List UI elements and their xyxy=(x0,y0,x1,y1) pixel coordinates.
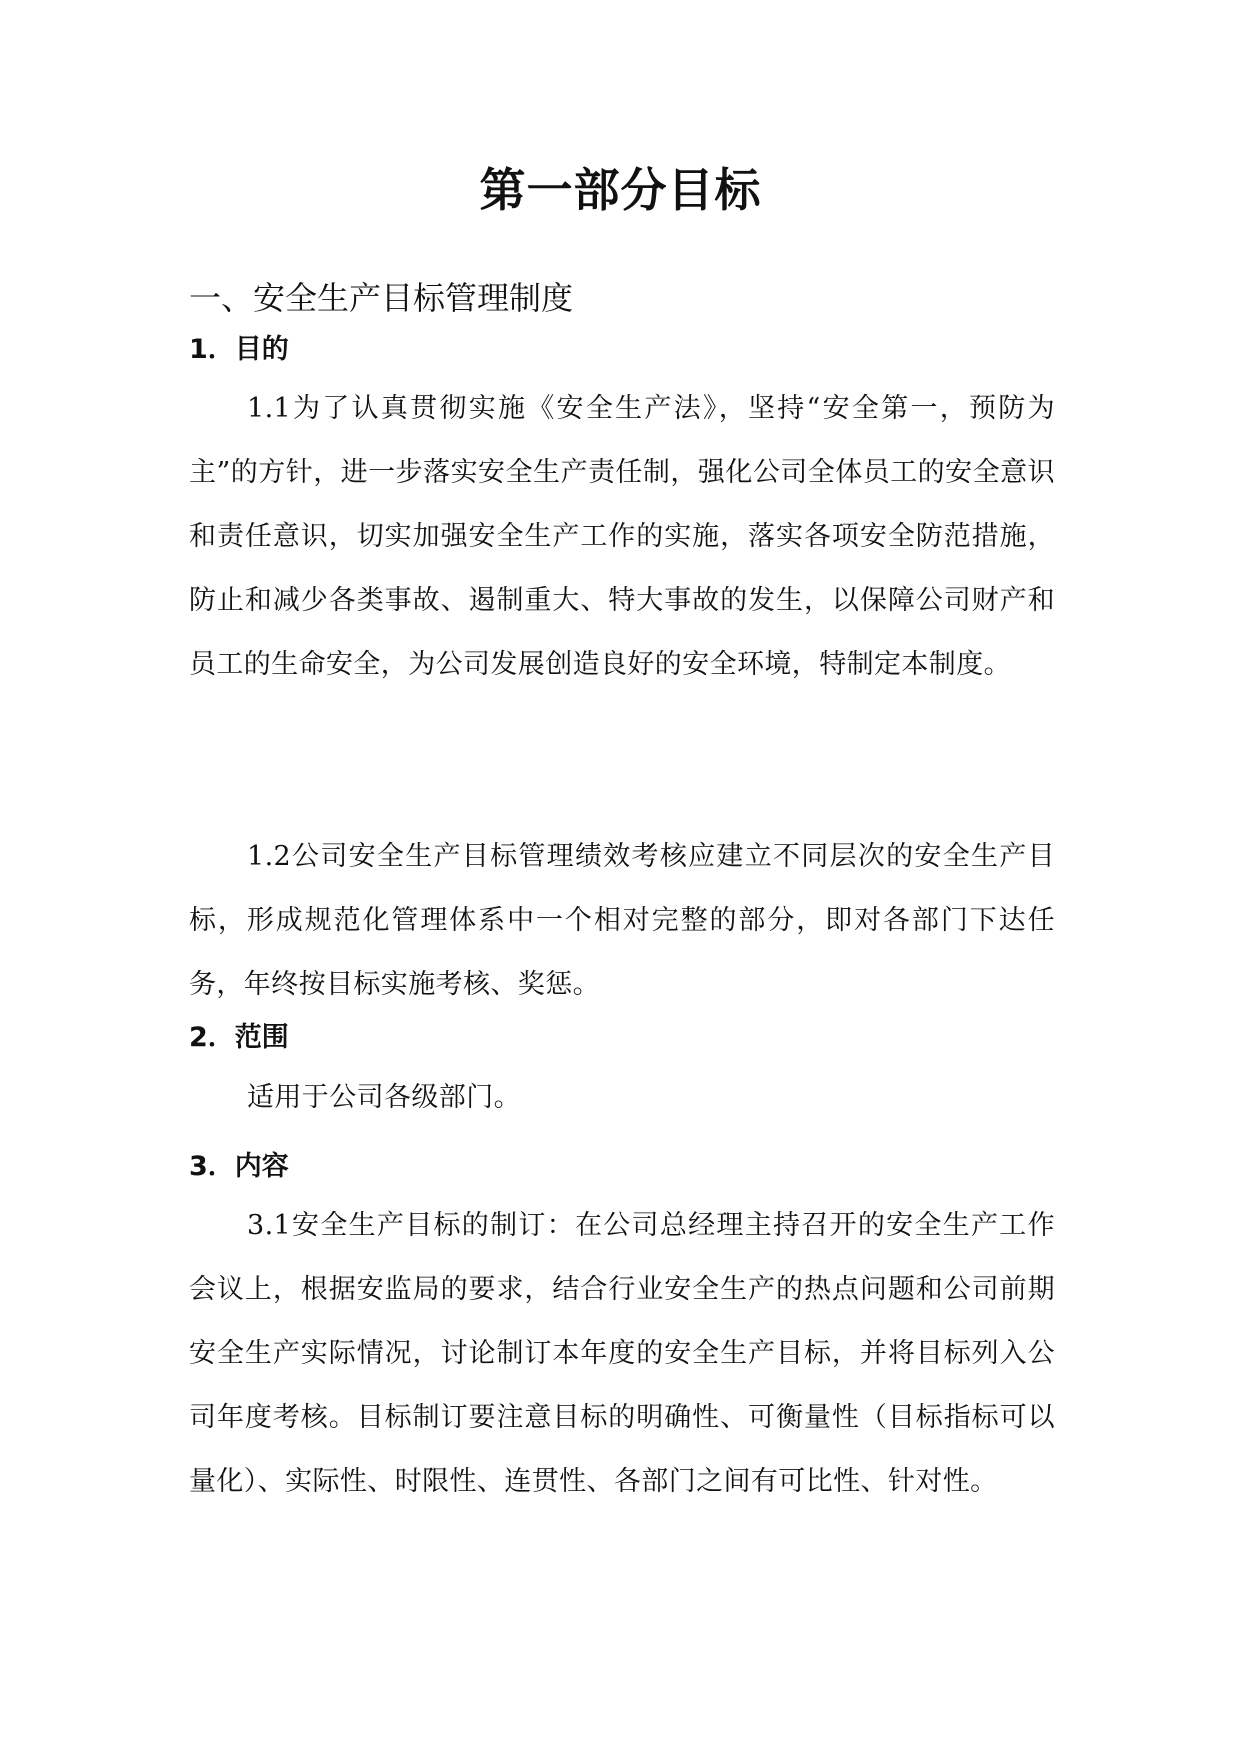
content-paragraph-1: 3.1安全生产目标的制订：在公司总经理主持召开的安全生产工作会议上，根据安监局的要求，结合行业安全生产的热点问题和公司前期安全生产实际情况，讨论制订本年度的安全生产目标，并将目标列入公司年度考核。目标制订要注意目标的明确性、可衡量性（目标指标可以量化）、实际性、时限性、连贯性、各部门之间有可比性、针对性。 xyxy=(189,1210,1055,1497)
purpose-paragraph-2: 1.2公司安全生产目标管理绩效考核应建立不同层次的安全生产目标，形成规范化管理体系中一个相对完整的部分，即对各部门下达任务，年终按目标实施考核、奖惩。 xyxy=(189,841,1055,1000)
scope-paragraph: 适用于公司各级部门。 xyxy=(247,1082,521,1113)
section-heading: 一、安全生产目标管理制度 xyxy=(189,279,574,317)
purpose-paragraph-1: 1.1为了认真贯彻实施《安全生产法》，坚持“安全第一，预防为主”的方针，进一步落实安全生产责任制，强化公司全体员工的安全意识和责任意识，切实加强安全生产工作的实施，落实各项安全防范措施，防止和减少各类事故、遏制重大、特大事故的发生，以保障公司财产和员工的生命安全，为公司发展创造良好的安全环境，特制定本制度。 xyxy=(189,393,1055,680)
purpose-heading: 1．目的 xyxy=(189,334,289,365)
document-title: 第一部分目标 xyxy=(479,163,762,217)
scope-heading: 2．范围 xyxy=(189,1022,289,1053)
content-heading: 3．内容 xyxy=(189,1151,289,1182)
